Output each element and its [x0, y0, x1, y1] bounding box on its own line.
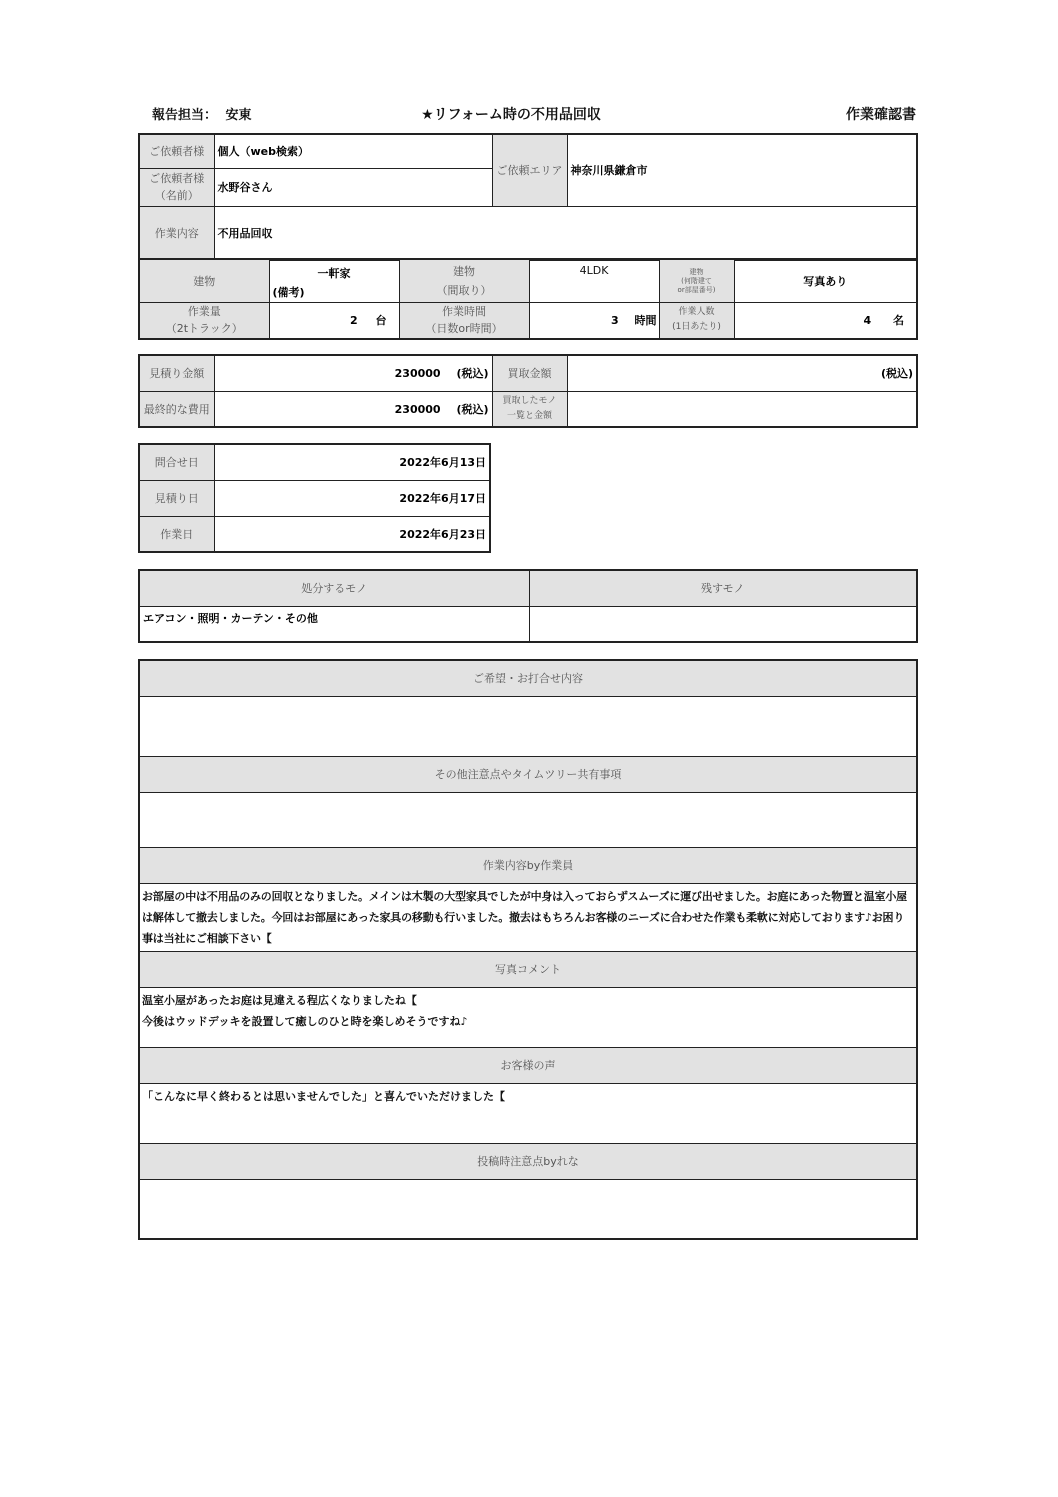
staff-label-1: 作業人数: [678, 307, 715, 318]
client-name-value: 水野谷さん: [214, 168, 492, 206]
estimate-value-cell: [214, 355, 492, 391]
staff-label: [659, 303, 734, 339]
client-name-label-2: （名前）: [154, 189, 199, 202]
work-detail-label: 作業内容by作業員: [139, 847, 917, 883]
estimate-tax: (税込): [456, 367, 489, 381]
dispose-value: エアコン・照明・カーテン・その他: [139, 606, 529, 642]
time-value-cell: [529, 303, 659, 339]
staff-label-2: (1日あたり): [672, 322, 721, 333]
layout-value: 4LDK: [529, 259, 659, 303]
work-value: 不用品回収: [214, 206, 917, 260]
time-label-2: （日数or時間）: [425, 322, 503, 336]
sections-table: [138, 659, 918, 1240]
notes-label: その他注意点やタイムツリー共有事項: [139, 756, 917, 792]
area-value: 神奈川県鎌倉市: [567, 134, 917, 206]
floor-note-label: [659, 259, 734, 303]
purchase-list-value: [567, 391, 917, 427]
work-detail-value: お部屋の中は不用品のみの回収となりました。メインは木製の大型家具でしたが中身は入っておらずスムーズに運び出せました。お庭にあった物置と温室小屋は解体して撤去しました。今回はお部屋にあった家具の移動も行いました。撤去はもちろんお客様のニーズに合わせた作業も柔軟に対応しております♪お困り事は当社にご相談下さい【: [139, 883, 917, 951]
time-unit: 時間: [634, 314, 657, 328]
dispose-label: 処分するモノ: [139, 570, 529, 606]
posting-notes-label: 投稿時注意点byれな: [139, 1143, 917, 1179]
estimate-value: 230000: [394, 367, 441, 381]
building-label: 建物: [139, 259, 269, 303]
layout-label-1: 建物: [453, 265, 475, 278]
posting-notes-value: [139, 1179, 917, 1239]
final-cost-value: 230000: [394, 402, 441, 416]
time-label: [399, 303, 529, 339]
client-type-value: 個人（web検索）: [214, 134, 492, 168]
client-name-label: [139, 168, 214, 206]
page-title: ★リフォーム時の不用品回収: [421, 107, 601, 123]
floor-note-label-1: 建物: [689, 267, 704, 276]
purchase-list-label: [492, 391, 567, 427]
floor-note-label-3: or部屋番号): [677, 285, 716, 294]
time-value: 3: [611, 314, 619, 328]
work-date-label: 作業日: [139, 516, 214, 552]
work-date-value: 2022年6月23日: [214, 516, 490, 552]
items-table: [138, 569, 918, 643]
purchase-tax: (税込): [567, 355, 917, 391]
time-label-1: 作業時間: [442, 305, 486, 319]
staff-value-cell: [734, 303, 917, 339]
client-table: [138, 133, 918, 261]
purchase-list-label-2: 一覧と金額: [506, 410, 552, 421]
price-table: [138, 354, 918, 428]
inquiry-date-label: 問合せ日: [139, 444, 214, 480]
doc-type: 作業確認書: [846, 107, 916, 123]
purchase-label: 買取金額: [492, 355, 567, 391]
volume-value-cell: [269, 303, 399, 339]
keep-value: [529, 606, 917, 642]
photo-comment-line-1: 温室小屋があったお庭は見違える程広くなりましたね【: [142, 993, 417, 1007]
estimate-date-label: 見積り日: [139, 480, 214, 516]
photo-comment-value: [139, 987, 917, 1047]
estimate-label: 見積り金額: [139, 355, 214, 391]
request-value: [139, 696, 917, 756]
final-cost-cell: [214, 391, 492, 427]
building-value-cell: [269, 259, 399, 303]
client-type-label: ご依頼者様: [139, 134, 214, 168]
estimate-date-value: 2022年6月17日: [214, 480, 490, 516]
client-name-label-1: ご依頼者様: [149, 172, 205, 185]
layout-label-2: （間取り）: [436, 284, 492, 297]
reporter-name: 安東: [225, 108, 252, 123]
customer-voice-label: お客様の声: [139, 1047, 917, 1083]
inquiry-date-value: 2022年6月13日: [214, 444, 490, 480]
final-cost-tax: (税込): [456, 402, 489, 416]
layout-label: [399, 259, 529, 303]
staff-value: 4: [863, 314, 872, 328]
area-label: ご依頼エリア: [492, 134, 567, 206]
floor-note-label-2: (何階建て: [681, 276, 712, 285]
volume-value: 2: [350, 314, 358, 328]
remarks-label: (備考): [272, 286, 305, 299]
reporter-label: 報告担当：: [152, 108, 218, 123]
volume-label: [139, 303, 269, 339]
photo-value: 写真あり: [734, 259, 917, 303]
building-table: [138, 258, 918, 340]
volume-label-2: （2tトラック）: [165, 322, 243, 336]
keep-label: 残すモノ: [529, 570, 917, 606]
volume-unit: 台: [375, 314, 387, 328]
request-label: ご希望・お打合せ内容: [139, 660, 917, 696]
dates-table: [138, 443, 491, 553]
notes-value: [139, 792, 917, 847]
final-cost-label: 最終的な費用: [139, 391, 214, 427]
building-value: 一軒家: [317, 267, 351, 280]
customer-voice-value: 「こんなに早く終わるとは思いませんでした」と喜んでいただけました【: [139, 1083, 917, 1143]
purchase-list-label-1: 買取したモノ: [502, 395, 557, 406]
photo-comment-label: 写真コメント: [139, 951, 917, 987]
photo-comment-line-2: 今後はウッドデッキを設置して癒しのひと時を楽しめそうですね♪: [142, 1014, 468, 1028]
work-label: 作業内容: [139, 206, 214, 260]
staff-unit: 名: [893, 314, 904, 328]
volume-label-1: 作業量: [187, 305, 221, 319]
